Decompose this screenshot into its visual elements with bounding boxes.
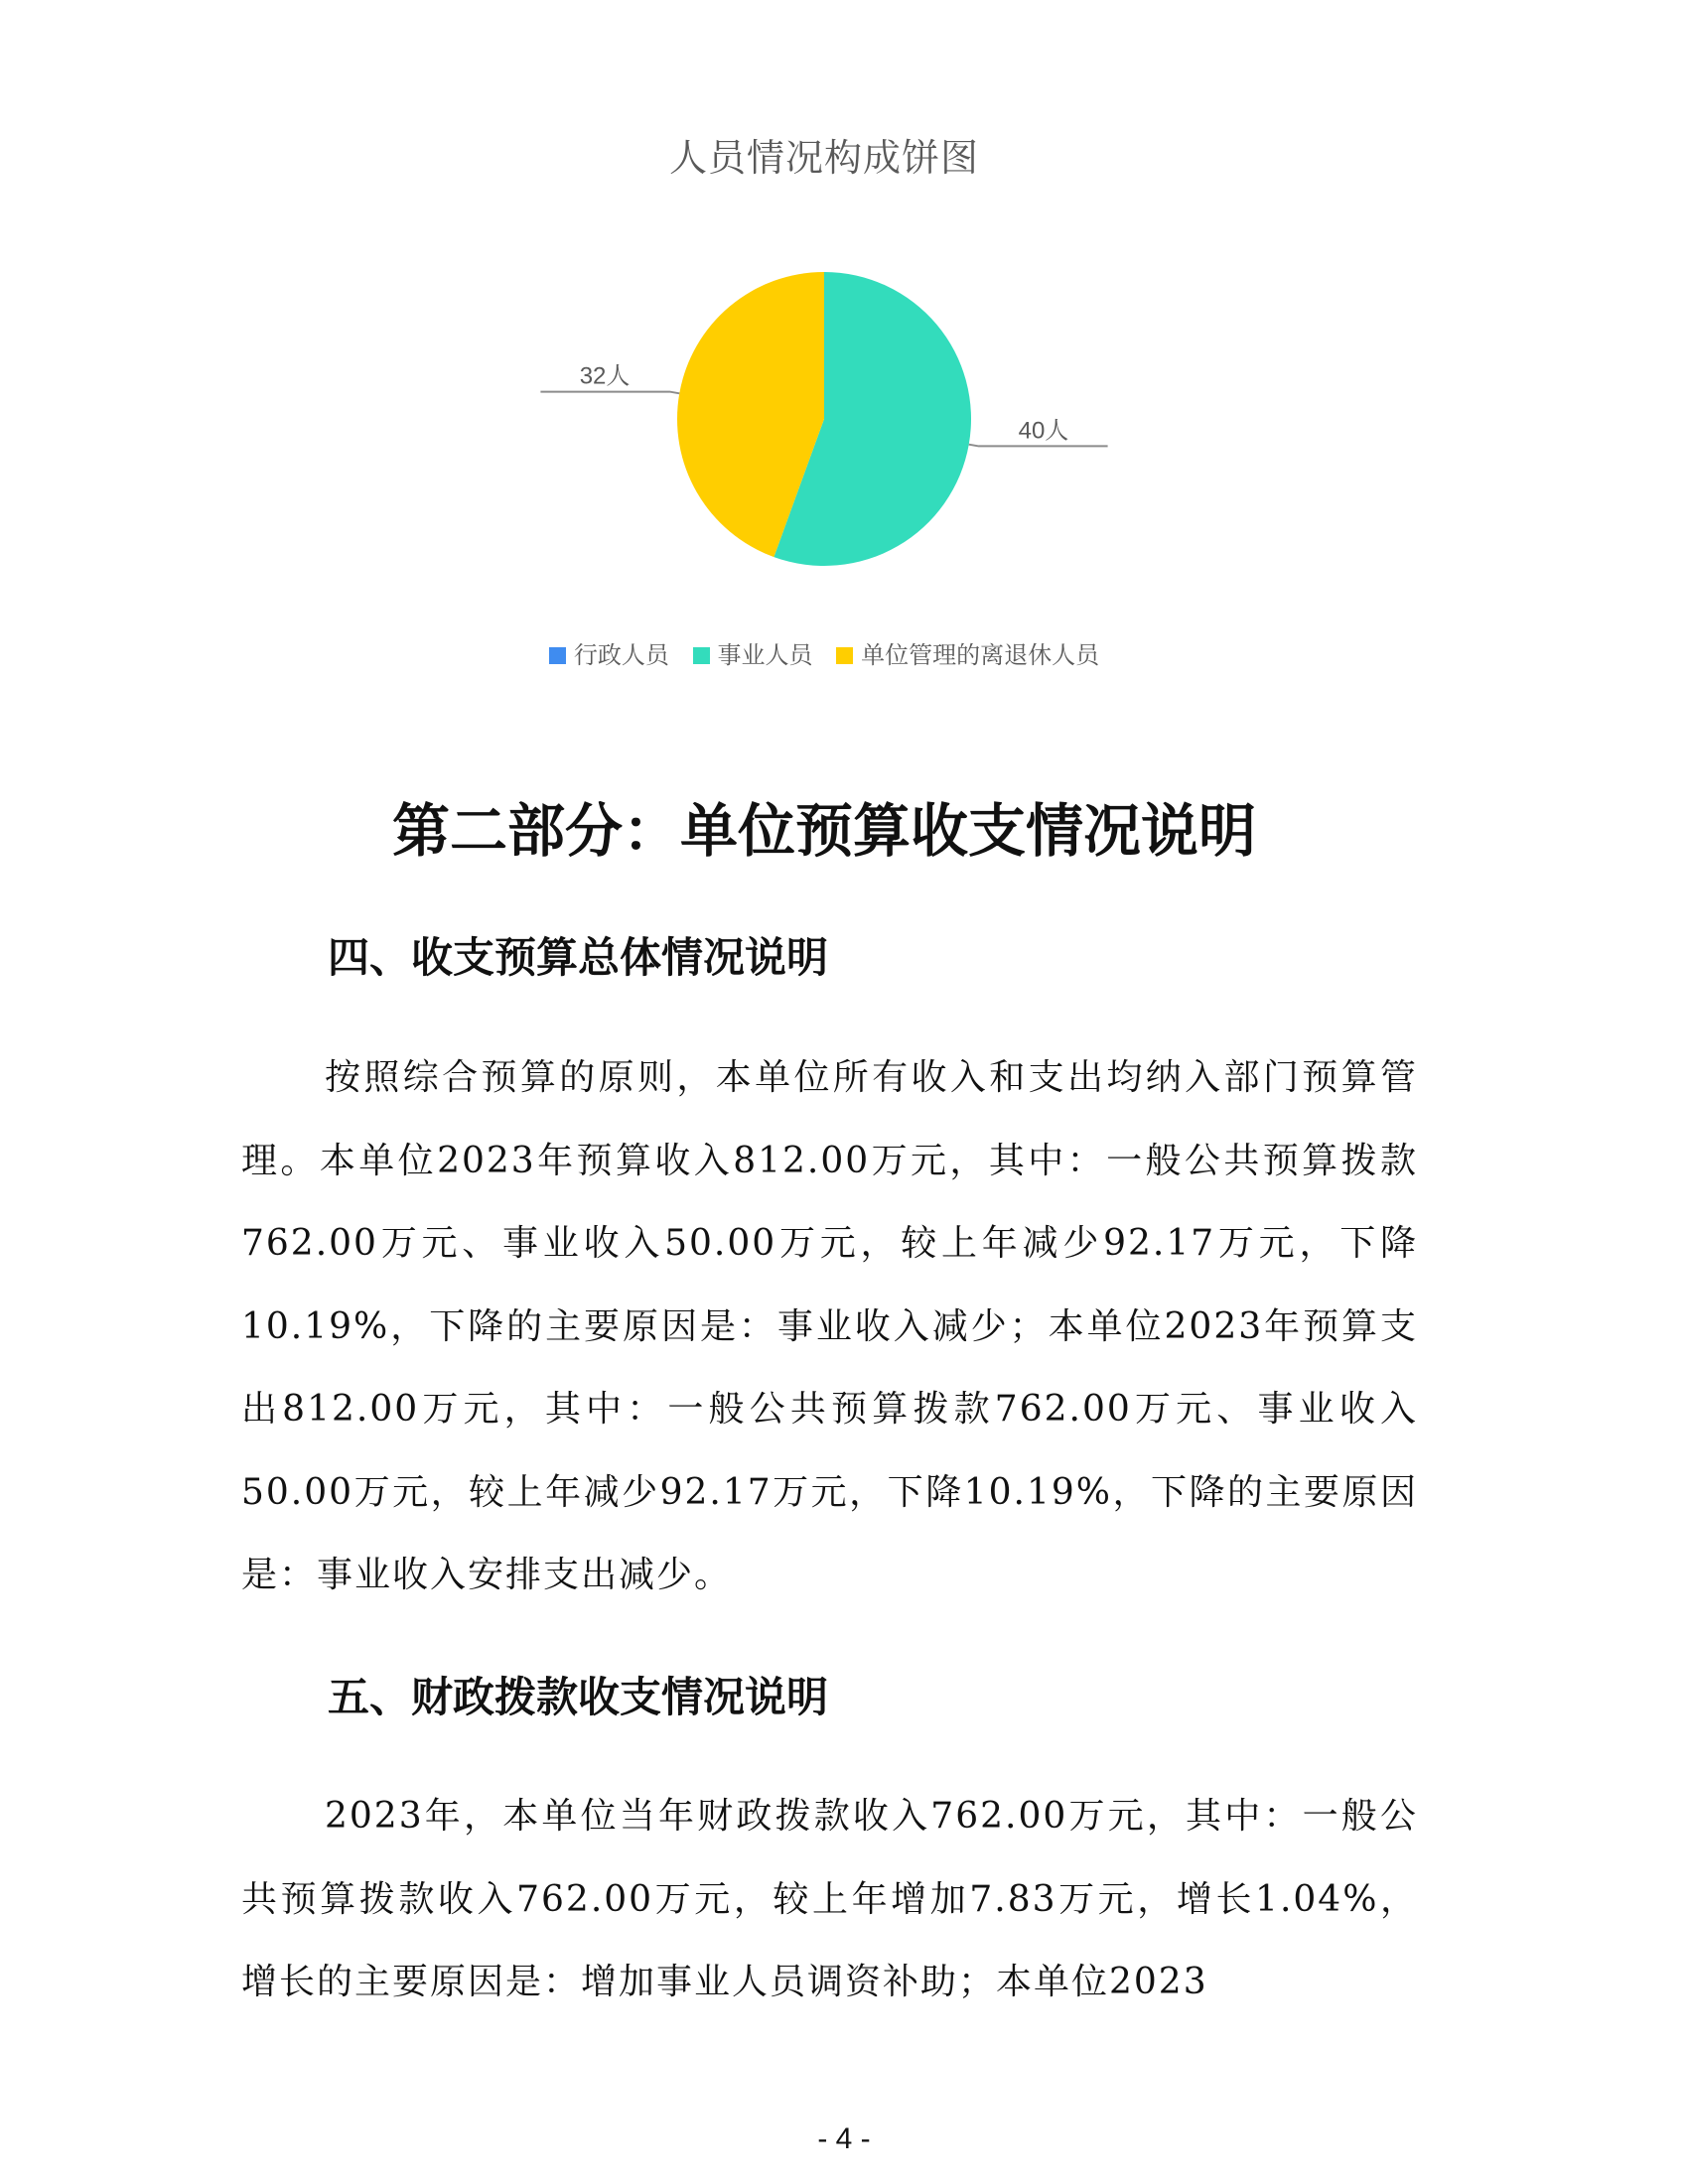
legend-swatch-retired [836,647,853,664]
pie-leader-line-1 [969,445,1108,447]
pie-leader-line-2 [540,392,679,394]
legend-item-admin [549,635,669,670]
chart-legend [0,635,1648,670]
legend-label-public-institution: 事业人员 [717,641,813,669]
page-number: - 4 - [817,2122,871,2155]
legend-label-admin: 行政人员 [573,641,669,669]
legend-label-retired: 单位管理的离退休人员 [861,641,1100,669]
legend-item-retired [836,635,1099,670]
legend-swatch-admin [549,647,566,664]
section-heading-5: 五、财政拨款收支情况说明 [328,1673,829,1721]
chart-title: 人员情况构成饼图 [668,136,979,180]
section-paragraph-4: 按照综合预算的原则，本单位所有收入和支出均纳入部门预算管理。本单位2023年预算收入812.00万元，其中：一般公共预算拨款762.00万元、事业收入50.00万元，较上年减少92.17万元，下降10.19%，下降的主要原因是：事业收入减少；本单位2023年预算支出812.00万元，其中：一般公共预算拨款762.00万元、事业收入50.00万元，较上年减少92.17万元，下降10.19%，下降的主要原因是：事业收入安排支出减少。 [241,1057,1418,1595]
pie-data-label-1: 40人 [1018,417,1069,445]
pie-chart [0,0,1688,635]
part-title: 第二部分：单位预算收支情况说明 [391,797,1256,865]
section-heading-4: 四、收支预算总体情况说明 [328,933,829,982]
legend-swatch-public-institution [693,647,710,664]
section-paragraph-5: 2023年，本单位当年财政拨款收入762.00万元，其中：一般公共预算拨款收入762.00万元，较上年增加7.83万元，增长1.04%，增长的主要原因是：增加事业人员调资补助；本单位2023 [241,1796,1418,2002]
legend-item-public-institution [693,635,813,670]
pie-data-label-2: 32人 [579,362,631,390]
